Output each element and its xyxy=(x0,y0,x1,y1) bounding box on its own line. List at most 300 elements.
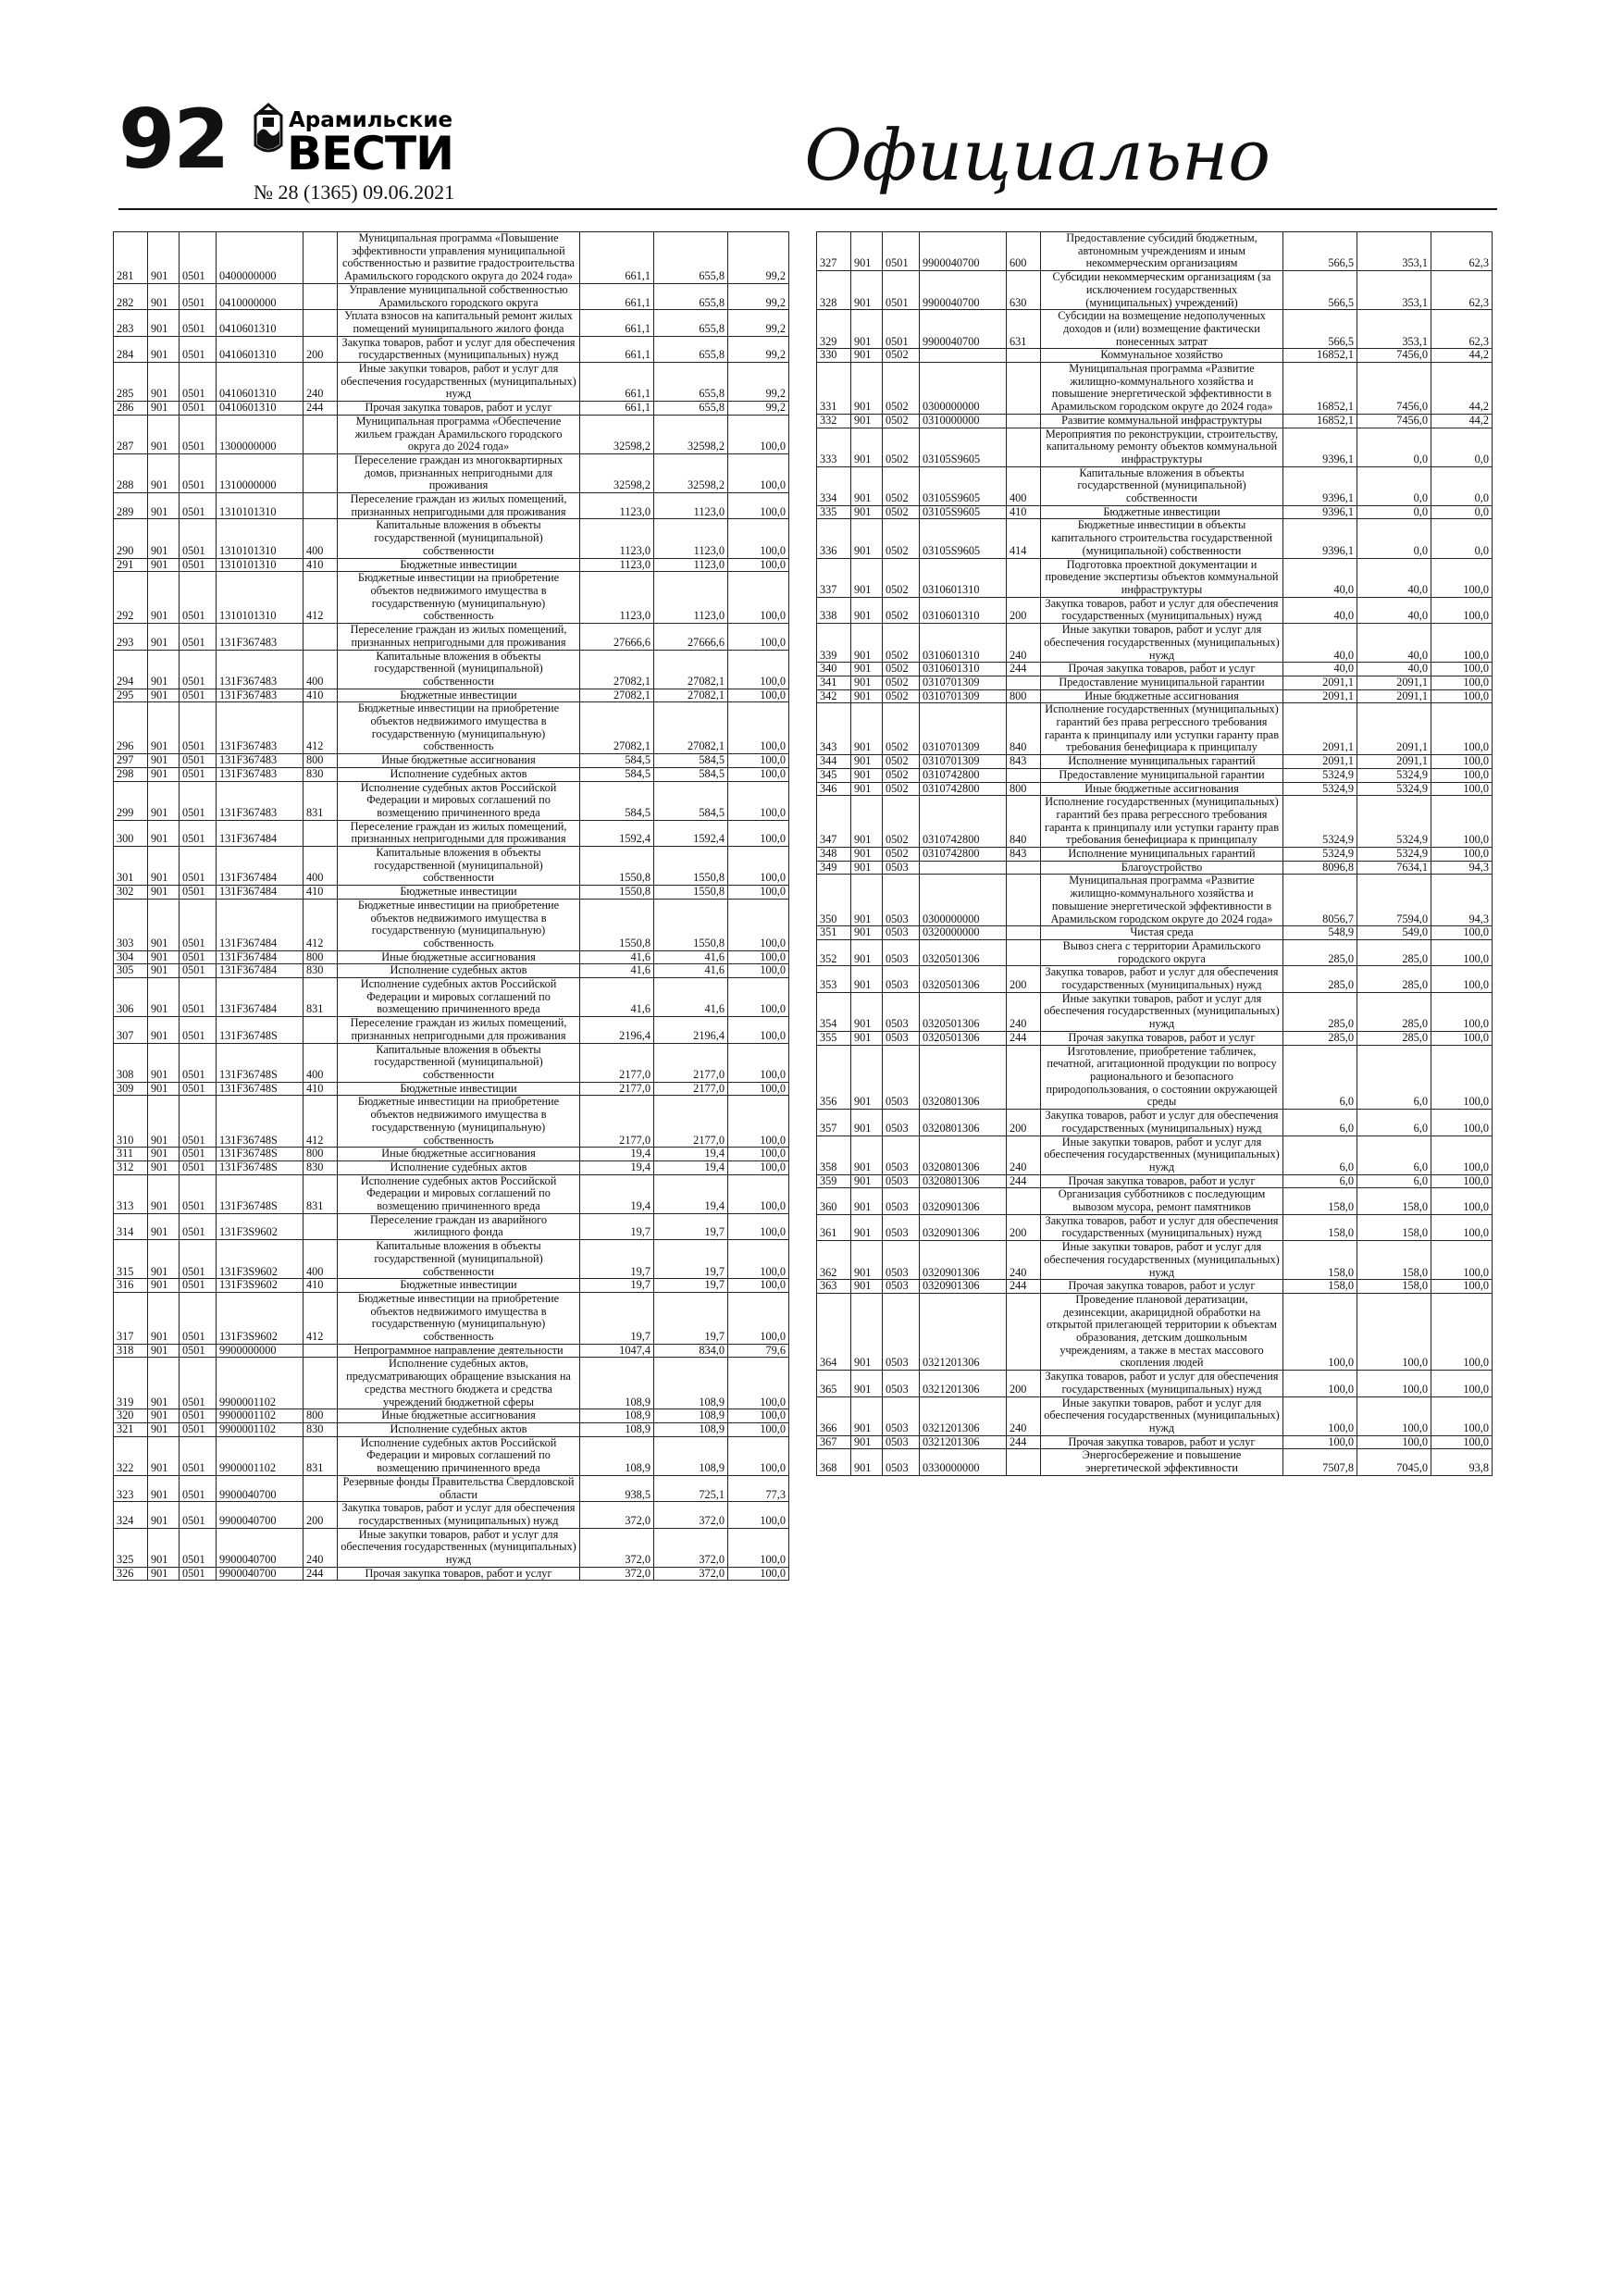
actual-amount: 100,0 xyxy=(1357,1371,1431,1396)
actual-amount: 584,5 xyxy=(654,767,728,781)
actual-amount: 19,7 xyxy=(654,1240,728,1279)
item-name: Капитальные вложения в объекты государственной (муниципальной) собственности xyxy=(338,847,580,886)
section-code: 0501 xyxy=(180,899,217,950)
actual-amount: 108,9 xyxy=(654,1358,728,1409)
planned-amount: 100,0 xyxy=(1283,1293,1357,1370)
table-row xyxy=(817,796,1493,848)
section-code: 0501 xyxy=(180,978,217,1017)
item-name: Исполнение судебных актов Российской Федерации и мировых соглашений по возмещению причиненного вреда xyxy=(338,1174,580,1213)
table-row xyxy=(817,428,1493,466)
admin-code: 901 xyxy=(851,1241,883,1280)
row-number: 308 xyxy=(114,1043,148,1082)
target-article-code: 0320801306 xyxy=(920,1136,1007,1174)
admin-code: 901 xyxy=(148,572,180,624)
execution-percent: 0,0 xyxy=(1431,505,1493,519)
row-number: 359 xyxy=(817,1174,851,1188)
table-row xyxy=(114,767,789,781)
actual-amount: 40,0 xyxy=(1357,558,1431,597)
row-number: 325 xyxy=(114,1528,148,1567)
item-name: Коммунальное хозяйство xyxy=(1041,349,1283,363)
actual-amount: 6,0 xyxy=(1357,1136,1431,1174)
admin-code: 901 xyxy=(851,1136,883,1174)
actual-amount: 655,8 xyxy=(654,402,728,416)
execution-percent: 100,0 xyxy=(1431,1293,1493,1370)
expense-type-code: 831 xyxy=(304,978,338,1017)
section-code: 0501 xyxy=(180,1502,217,1528)
planned-amount: 19,4 xyxy=(580,1160,654,1174)
table-row xyxy=(114,415,789,453)
item-name: Закупка товаров, работ и услуг для обеспечения государственных (муниципальных) нужд xyxy=(338,336,580,362)
item-name: Иные бюджетные ассигнования xyxy=(338,1409,580,1423)
masthead-divider xyxy=(118,208,1497,210)
row-number: 336 xyxy=(817,519,851,558)
table-row xyxy=(114,336,789,362)
execution-percent: 100,0 xyxy=(728,689,789,702)
table-row xyxy=(817,939,1493,965)
admin-code: 901 xyxy=(851,848,883,862)
planned-amount: 19,7 xyxy=(580,1279,654,1293)
table-row xyxy=(817,624,1493,663)
planned-amount: 16852,1 xyxy=(1283,414,1357,428)
section-code: 0501 xyxy=(180,1096,217,1148)
expense-type-code xyxy=(304,1475,338,1501)
execution-percent: 100,0 xyxy=(1431,1174,1493,1188)
expense-type-code: 200 xyxy=(1007,966,1041,992)
expense-type-code: 412 xyxy=(304,702,338,754)
item-name: Организация субботников с последующим вывозом мусора, ремонт памятников xyxy=(1041,1188,1283,1214)
row-number: 338 xyxy=(817,597,851,623)
admin-code: 901 xyxy=(148,1096,180,1148)
section-code: 0502 xyxy=(883,703,920,755)
section-code: 0503 xyxy=(883,1396,920,1435)
planned-amount: 372,0 xyxy=(580,1502,654,1528)
target-article-code: 0320901306 xyxy=(920,1188,1007,1214)
admin-code: 901 xyxy=(851,349,883,363)
execution-percent: 100,0 xyxy=(728,702,789,754)
planned-amount: 100,0 xyxy=(1283,1371,1357,1396)
section-code: 0501 xyxy=(180,754,217,768)
planned-amount: 32598,2 xyxy=(580,415,654,453)
row-number: 307 xyxy=(114,1017,148,1043)
item-name: Исполнение муниципальных гарантий xyxy=(1041,848,1283,862)
target-article-code: 03105S9605 xyxy=(920,428,1007,466)
section-code: 0501 xyxy=(180,1240,217,1279)
execution-percent: 100,0 xyxy=(1431,939,1493,965)
execution-percent: 100,0 xyxy=(728,493,789,519)
expense-type-code xyxy=(1007,676,1041,689)
section-code: 0502 xyxy=(883,796,920,848)
planned-amount: 1550,8 xyxy=(580,847,654,886)
row-number: 328 xyxy=(817,271,851,310)
section-code: 0501 xyxy=(180,624,217,650)
section-code: 0501 xyxy=(180,702,217,754)
admin-code: 901 xyxy=(851,796,883,848)
item-name: Исполнение судебных актов, предусматривающих обращение взыскания на средства местного бюджета и средства учреждений бюджетной сферы xyxy=(338,1358,580,1409)
row-number: 326 xyxy=(114,1567,148,1581)
admin-code: 901 xyxy=(148,1475,180,1501)
expense-type-code xyxy=(1007,558,1041,597)
item-name: Прочая закупка товаров, работ и услуг xyxy=(338,1567,580,1581)
section-code: 0502 xyxy=(883,676,920,689)
actual-amount: 7594,0 xyxy=(1357,875,1431,926)
expense-type-code: 410 xyxy=(304,1082,338,1096)
expense-type-code: 831 xyxy=(304,1174,338,1213)
admin-code: 901 xyxy=(148,1148,180,1161)
admin-code: 901 xyxy=(148,950,180,964)
section-code: 0503 xyxy=(883,1449,920,1475)
item-name: Капитальные вложения в объекты государственной (муниципальной) собственности xyxy=(1041,466,1283,505)
section-code: 0501 xyxy=(180,886,217,900)
expense-type-code: 800 xyxy=(1007,689,1041,703)
planned-amount: 108,9 xyxy=(580,1358,654,1409)
admin-code: 901 xyxy=(851,703,883,755)
target-article-code: 0320000000 xyxy=(920,926,1007,940)
table-row xyxy=(817,1241,1493,1280)
actual-amount: 7045,0 xyxy=(1357,1449,1431,1475)
expense-type-code xyxy=(304,283,338,309)
admin-code: 901 xyxy=(148,1279,180,1293)
row-number: 312 xyxy=(114,1160,148,1174)
execution-percent: 100,0 xyxy=(1431,1110,1493,1136)
expense-type-code: 400 xyxy=(304,1043,338,1082)
execution-percent: 100,0 xyxy=(728,1043,789,1082)
planned-amount: 27082,1 xyxy=(580,650,654,689)
actual-amount: 27082,1 xyxy=(654,702,728,754)
row-number: 290 xyxy=(114,519,148,558)
row-number: 300 xyxy=(114,820,148,846)
section-code: 0502 xyxy=(883,848,920,862)
table-row xyxy=(817,232,1493,271)
admin-code: 901 xyxy=(851,1293,883,1370)
section-code: 0501 xyxy=(180,820,217,846)
planned-amount: 661,1 xyxy=(580,310,654,336)
execution-percent: 77,3 xyxy=(728,1475,789,1501)
target-article-code: 0330000000 xyxy=(920,1449,1007,1475)
actual-amount: 100,0 xyxy=(1357,1435,1431,1449)
admin-code: 901 xyxy=(851,663,883,676)
budget-table-left xyxy=(113,231,789,1581)
admin-code: 901 xyxy=(148,1240,180,1279)
target-article-code: 0320801306 xyxy=(920,1110,1007,1136)
target-article-code: 131F3S9602 xyxy=(217,1213,304,1239)
execution-percent: 44,2 xyxy=(1431,363,1493,415)
target-article-code: 9900040700 xyxy=(217,1567,304,1581)
section-code: 0501 xyxy=(180,519,217,558)
target-article-code: 0310601310 xyxy=(920,663,1007,676)
section-code: 0501 xyxy=(883,310,920,349)
execution-percent: 100,0 xyxy=(1431,768,1493,782)
section-code: 0501 xyxy=(180,689,217,702)
table-row xyxy=(114,493,789,519)
item-name: Бюджетные инвестиции xyxy=(338,1279,580,1293)
budget-table-right xyxy=(816,231,1493,1476)
row-number: 302 xyxy=(114,886,148,900)
row-number: 340 xyxy=(817,663,851,676)
target-article-code: 0320501306 xyxy=(920,939,1007,965)
actual-amount: 1550,8 xyxy=(654,899,728,950)
table-row xyxy=(817,1449,1493,1475)
planned-amount: 661,1 xyxy=(580,363,654,402)
item-name: Субсидии некоммерческим организациям (за исключением государственных (муниципальных) учреждений) xyxy=(1041,271,1283,310)
section-code: 0503 xyxy=(883,875,920,926)
execution-percent: 100,0 xyxy=(1431,1136,1493,1174)
actual-amount: 32598,2 xyxy=(654,453,728,492)
target-article-code: 131F367483 xyxy=(217,624,304,650)
section-code: 0501 xyxy=(180,1174,217,1213)
item-name: Исполнение судебных актов xyxy=(338,1160,580,1174)
admin-code: 901 xyxy=(851,875,883,926)
actual-amount: 100,0 xyxy=(1357,1293,1431,1370)
admin-code: 901 xyxy=(148,767,180,781)
section-code: 0503 xyxy=(883,1280,920,1294)
target-article-code: 9900000000 xyxy=(217,1344,304,1358)
section-title: Официально xyxy=(804,114,1270,196)
target-article-code: 03105S9605 xyxy=(920,519,1007,558)
section-code: 0503 xyxy=(883,966,920,992)
planned-amount: 16852,1 xyxy=(1283,349,1357,363)
execution-percent: 100,0 xyxy=(728,650,789,689)
item-name: Иные закупки товаров, работ и услуг для обеспечения государственных (муниципальных) нужд xyxy=(1041,1241,1283,1280)
actual-amount: 1123,0 xyxy=(654,558,728,572)
planned-amount: 938,5 xyxy=(580,1475,654,1501)
planned-amount: 6,0 xyxy=(1283,1174,1357,1188)
target-article-code: 0300000000 xyxy=(920,363,1007,415)
target-article-code: 9900001102 xyxy=(217,1409,304,1423)
row-number: 319 xyxy=(114,1358,148,1409)
execution-percent: 100,0 xyxy=(1431,1031,1493,1045)
row-number: 346 xyxy=(817,782,851,796)
item-name: Исполнение судебных актов xyxy=(338,1422,580,1436)
execution-percent: 100,0 xyxy=(1431,1435,1493,1449)
planned-amount: 9396,1 xyxy=(1283,505,1357,519)
expense-type-code xyxy=(304,624,338,650)
execution-percent: 100,0 xyxy=(728,624,789,650)
item-name: Бюджетные инвестиции xyxy=(1041,505,1283,519)
actual-amount: 2196,4 xyxy=(654,1017,728,1043)
admin-code: 901 xyxy=(851,558,883,597)
row-number: 297 xyxy=(114,754,148,768)
section-code: 0503 xyxy=(883,1188,920,1214)
table-row xyxy=(817,1293,1493,1370)
section-code: 0503 xyxy=(883,1371,920,1396)
table-row xyxy=(114,1279,789,1293)
item-name: Исполнение судебных актов Российской Федерации и мировых соглашений по возмещению причиненного вреда xyxy=(338,1436,580,1475)
table-row xyxy=(114,1017,789,1043)
actual-amount: 19,4 xyxy=(654,1174,728,1213)
execution-percent: 100,0 xyxy=(728,754,789,768)
actual-amount: 353,1 xyxy=(1357,310,1431,349)
row-number: 283 xyxy=(114,310,148,336)
planned-amount: 661,1 xyxy=(580,402,654,416)
target-article-code: 131F367484 xyxy=(217,899,304,950)
row-number: 309 xyxy=(114,1082,148,1096)
planned-amount: 6,0 xyxy=(1283,1110,1357,1136)
item-name: Изготовление, приобретение табличек, печатной, агитационной продукции по вопросу рационального и безопасного природопользования, о состоянии окружающей среды xyxy=(1041,1045,1283,1110)
expense-type-code xyxy=(304,310,338,336)
target-article-code: 0320801306 xyxy=(920,1174,1007,1188)
table-row xyxy=(817,966,1493,992)
expense-type-code xyxy=(304,820,338,846)
table-row xyxy=(114,1358,789,1409)
planned-amount: 661,1 xyxy=(580,336,654,362)
admin-code: 901 xyxy=(851,624,883,663)
row-number: 286 xyxy=(114,402,148,416)
expense-type-code: 244 xyxy=(1007,1031,1041,1045)
target-article-code: 0310701309 xyxy=(920,676,1007,689)
item-name: Исполнение государственных (муниципальных) гарантий без права регрессного требования гаранта к принципалу или уступки гаранту прав требования бенефициара к принципалу xyxy=(1041,796,1283,848)
expense-type-code: 840 xyxy=(1007,703,1041,755)
section-code: 0502 xyxy=(883,558,920,597)
target-article-code: 1310101310 xyxy=(217,572,304,624)
row-number: 352 xyxy=(817,939,851,965)
actual-amount: 5324,9 xyxy=(1357,782,1431,796)
target-article-code: 131F36748S xyxy=(217,1096,304,1148)
execution-percent: 100,0 xyxy=(728,886,789,900)
expense-type-code xyxy=(1007,768,1041,782)
admin-code: 901 xyxy=(851,505,883,519)
admin-code: 901 xyxy=(851,232,883,271)
planned-amount: 19,4 xyxy=(580,1148,654,1161)
admin-code: 901 xyxy=(851,782,883,796)
expense-type-code xyxy=(1007,428,1041,466)
table-row xyxy=(114,1082,789,1096)
actual-amount: 108,9 xyxy=(654,1436,728,1475)
actual-amount: 7634,1 xyxy=(1357,861,1431,875)
target-article-code: 9900040700 xyxy=(920,271,1007,310)
admin-code: 901 xyxy=(148,310,180,336)
target-article-code: 03105S9605 xyxy=(920,505,1007,519)
item-name: Капитальные вложения в объекты государственной (муниципальной) собственности xyxy=(338,1240,580,1279)
item-name: Переселение граждан из жилых помещений, признанных непригодными для проживания xyxy=(338,1017,580,1043)
execution-percent: 100,0 xyxy=(728,1528,789,1567)
admin-code: 901 xyxy=(851,861,883,875)
admin-code: 901 xyxy=(148,781,180,820)
admin-code: 901 xyxy=(148,624,180,650)
row-number: 335 xyxy=(817,505,851,519)
execution-percent: 100,0 xyxy=(1431,1045,1493,1110)
row-number: 288 xyxy=(114,453,148,492)
admin-code: 901 xyxy=(851,926,883,940)
table-row xyxy=(817,1371,1493,1396)
actual-amount: 1550,8 xyxy=(654,886,728,900)
table-row xyxy=(114,754,789,768)
execution-percent: 100,0 xyxy=(728,1279,789,1293)
actual-amount: 353,1 xyxy=(1357,232,1431,271)
admin-code: 901 xyxy=(148,702,180,754)
execution-percent: 0,0 xyxy=(1431,466,1493,505)
target-article-code: 131F36748S xyxy=(217,1148,304,1161)
execution-percent: 100,0 xyxy=(728,1502,789,1528)
expense-type-code: 830 xyxy=(304,767,338,781)
execution-percent: 100,0 xyxy=(728,1082,789,1096)
row-number: 361 xyxy=(817,1214,851,1240)
table-row xyxy=(114,964,789,978)
section-code: 0501 xyxy=(883,271,920,310)
item-name: Чистая среда xyxy=(1041,926,1283,940)
admin-code: 901 xyxy=(851,1449,883,1475)
section-code: 0501 xyxy=(180,1148,217,1161)
expense-type-code: 800 xyxy=(304,1409,338,1423)
actual-amount: 6,0 xyxy=(1357,1110,1431,1136)
table-row xyxy=(817,689,1493,703)
actual-amount: 40,0 xyxy=(1357,663,1431,676)
planned-amount: 566,5 xyxy=(1283,232,1357,271)
table-row xyxy=(817,1280,1493,1294)
actual-amount: 2177,0 xyxy=(654,1043,728,1082)
admin-code: 901 xyxy=(148,1436,180,1475)
planned-amount: 27082,1 xyxy=(580,689,654,702)
expense-type-code: 200 xyxy=(1007,597,1041,623)
section-code: 0501 xyxy=(180,1436,217,1475)
expense-type-code xyxy=(304,1358,338,1409)
actual-amount: 5324,9 xyxy=(1357,796,1431,848)
section-code: 0501 xyxy=(180,1528,217,1567)
newspaper-logo[interactable] xyxy=(250,103,472,184)
execution-percent: 100,0 xyxy=(728,1567,789,1581)
item-name: Закупка товаров, работ и услуг для обеспечения государственных (муниципальных) нужд xyxy=(1041,1110,1283,1136)
execution-percent: 99,2 xyxy=(728,310,789,336)
planned-amount: 2091,1 xyxy=(1283,689,1357,703)
admin-code: 901 xyxy=(148,1213,180,1239)
actual-amount: 285,0 xyxy=(1357,1031,1431,1045)
expense-type-code: 200 xyxy=(1007,1214,1041,1240)
actual-amount: 5324,9 xyxy=(1357,848,1431,862)
admin-code: 901 xyxy=(851,271,883,310)
item-name: Бюджетные инвестиции xyxy=(338,1082,580,1096)
target-article-code: 0400000000 xyxy=(217,232,304,284)
actual-amount: 19,7 xyxy=(654,1292,728,1344)
execution-percent: 100,0 xyxy=(1431,782,1493,796)
row-number: 310 xyxy=(114,1096,148,1148)
admin-code: 901 xyxy=(851,466,883,505)
planned-amount: 372,0 xyxy=(580,1528,654,1567)
row-number: 320 xyxy=(114,1409,148,1423)
table-row xyxy=(114,781,789,820)
item-name: Бюджетные инвестиции на приобретение объектов недвижимого имущества в государственную (муниципальную) собственность xyxy=(338,702,580,754)
expense-type-code: 244 xyxy=(304,1567,338,1581)
target-article-code: 9900001102 xyxy=(217,1358,304,1409)
target-article-code: 0310601310 xyxy=(920,597,1007,623)
row-number: 285 xyxy=(114,363,148,402)
logo-line-2: ВЕСТИ xyxy=(287,127,453,180)
expense-type-code: 200 xyxy=(1007,1371,1041,1396)
section-code: 0502 xyxy=(883,466,920,505)
execution-percent: 62,3 xyxy=(1431,232,1493,271)
actual-amount: 27666,6 xyxy=(654,624,728,650)
section-code: 0502 xyxy=(883,782,920,796)
execution-percent: 100,0 xyxy=(728,1409,789,1423)
admin-code: 901 xyxy=(851,1031,883,1045)
section-code: 0501 xyxy=(180,1422,217,1436)
row-number: 337 xyxy=(817,558,851,597)
section-code: 0503 xyxy=(883,1136,920,1174)
row-number: 348 xyxy=(817,848,851,862)
item-name: Вывоз снега с территории Арамильского городского округа xyxy=(1041,939,1283,965)
table-row xyxy=(114,558,789,572)
actual-amount: 655,8 xyxy=(654,232,728,284)
table-row xyxy=(114,950,789,964)
planned-amount: 661,1 xyxy=(580,283,654,309)
planned-amount: 5324,9 xyxy=(1283,796,1357,848)
admin-code: 901 xyxy=(148,283,180,309)
target-article-code: 131F3S9602 xyxy=(217,1292,304,1344)
row-number: 347 xyxy=(817,796,851,848)
execution-percent: 100,0 xyxy=(1431,597,1493,623)
section-code: 0501 xyxy=(180,650,217,689)
actual-amount: 158,0 xyxy=(1357,1214,1431,1240)
table-row xyxy=(817,663,1493,676)
execution-percent: 100,0 xyxy=(1431,1371,1493,1396)
